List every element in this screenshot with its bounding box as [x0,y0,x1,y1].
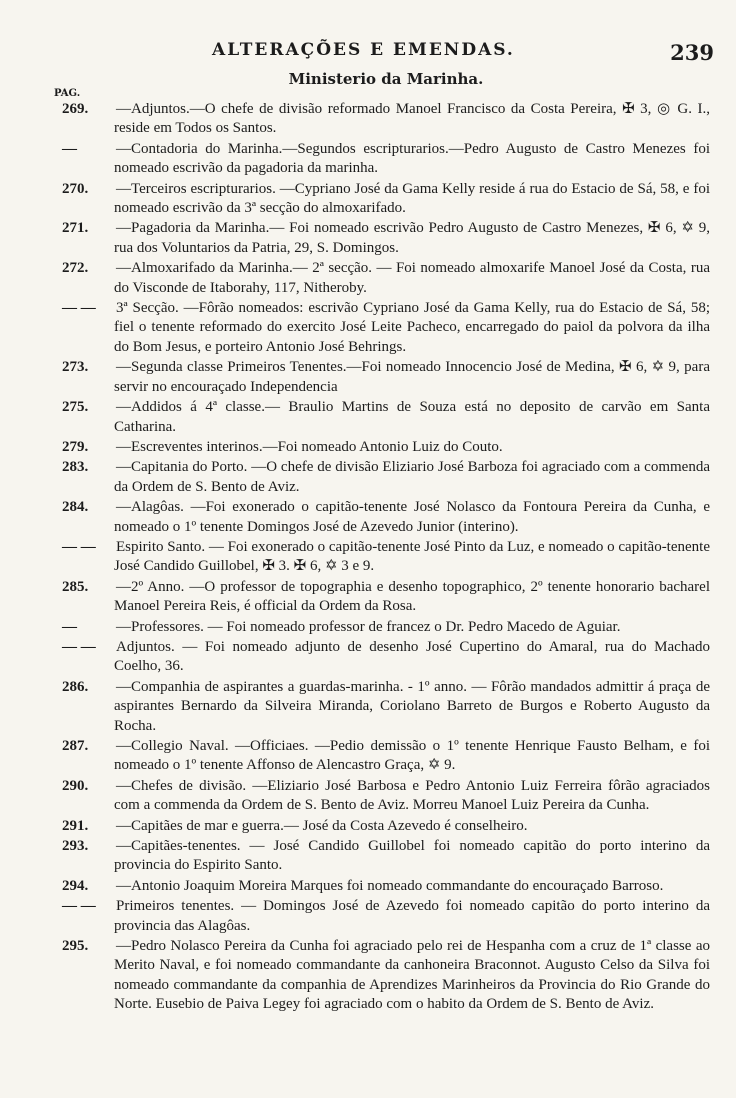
entry-reference: — — [62,638,96,655]
entry-text: —2º Anno. —O professor de topographia e desenho topographico, 2º tenente honorario bacharel Manoel Pereira Reis, é official da Ordem da Rosa. [114,578,710,615]
entry-text: —Addidos á 4ª classe.— Braulio Martins de Souza está no deposito de carvão em Santa Catharina. [114,399,710,435]
entry-text: —Adjuntos.—O chefe de divisão reformado Manoel Francisco da Costa Pereira, ✠ 3, ◎ G. I., reside em Todos os Santos. [114,101,710,137]
list-item [62,817,710,836]
entry-text: —Contadoria do Marinha.—Segundos escripturarios.—Pedro Augusto de Castro Menezes foi nomeado escrivão da pagadoria da marinha. [114,140,710,177]
entry-reference: 287. [62,738,89,754]
entry-reference: 275. [62,399,89,416]
entry-text: —Pedro Nolasco Pereira da Cunha foi agraciado pelo rei de Hespanha com a cruz de 1ª classe ao Merito Naval, e foi nomeado commandante da canhoneira Braconnot. Augusto Celso da Silva foi nomeado commandante da companhia de Aprendizes Marinheiros da Provincia do Rio Grande do Norte. Eusebio de Paiva Legey foi agraciado com o habito da Ordem de S. Bento de Aviz. [114,938,710,1013]
list-item [62,219,710,258]
entry-text: —Collegio Naval. —Officiaes. —Pedio demissão o 1º tenente Henrique Fausto Belham, e foi nomeado o 1º tenente Affonso de Alencastro Graça, ✡ 9. [114,738,710,774]
entry-text: —Segunda classe Primeiros Tenentes.—Foi nomeado Innocencio José de Medina, ✠ 6, ✡ 9, para servir no encouraçado Independencia [114,359,710,395]
entry-reference: — — [62,898,96,915]
entry-text: —Capitania do Porto. —O chefe de divisão Eliziario José Barboza foi agraciado com a commenda da Ordem de S. Bento de Aviz. [114,459,710,495]
entry-text: Espirito Santo. — Foi exonerado o capitão-tenente José Pinto da Luz, e nomeado o capitão-tenente José Candido Guillobel, ✠ 3. ✠ 6, ✡ 3 e 9. [114,538,710,575]
entry-reference: 286. [62,678,89,695]
entry-reference: 279. [62,438,89,455]
entry-text: Adjuntos. — Foi nomeado adjunto de desenho José Cupertino do Amaral, rua do Machado Coelho, 36. [114,638,710,675]
entry-text: —Escreventes interinos.—Foi nomeado Antonio Luiz do Couto. [116,438,503,455]
list-item [62,897,710,936]
entry-reference: — [62,618,77,635]
entry-reference: 295. [62,938,89,955]
list-item [62,259,710,298]
list-item [62,398,710,437]
list-item [62,299,710,357]
entry-text: 3ª Secção. —Fôrão nomeados: escrivão Cypriano José da Gama Kelly, rua do Estacio de Sá, 58; fiel o tenente reformado do exercito José Leite Pacheco, encarregado do paiol da polvora da ilha do Bom Jesus, e porteiro Antonio José Behrings. [114,300,710,355]
list-item [62,777,710,816]
entry-reference: — — [62,538,96,555]
list-item [62,678,710,736]
list-item [62,578,710,617]
list-item [62,837,710,876]
list-item [62,438,710,457]
entry-text: —Capitães-tenentes. — José Candido Guillobel foi nomeado capitão do porto interino da provincia do Espirito Santo. [114,838,710,874]
entry-text: —Capitães de mar e guerra.— José da Costa Azevedo é conselheiro. [116,817,528,834]
entry-reference: — — [62,300,96,317]
entry-reference: 291. [62,817,89,834]
list-item [62,180,710,219]
entry-reference: 273. [62,359,89,376]
entry-reference: 272. [62,260,89,277]
list-item [62,638,710,677]
list-item [62,737,710,776]
entry-text: —Companhia de aspirantes a guardas-marinha. - 1º anno. — Fôrão mandados admittir á praça de aspirantes Bernardo da Silveira Miranda, Coriolano Barreto de Burgos e Roberto Augusto da Rocha. [114,678,710,734]
entry-text: —Pagadoria da Marinha.— Foi nomeado escrivão Pedro Augusto de Castro Menezes, ✠ 6, ✡ 9, rua dos Voluntarios da Patria, 29, S. Domingos. [114,220,710,256]
entry-reference: — [62,140,77,157]
list-item [62,618,710,637]
pag-label: PAG. [54,88,81,99]
entry-reference: 285. [62,578,89,595]
entry-reference: 283. [62,459,89,476]
list-item [62,937,710,1015]
entry-reference: 270. [62,180,89,197]
entry-text: —Antonio Joaquim Moreira Marques foi nomeado commandante do encouraçado Barroso. [116,877,664,894]
entry-text: —Almoxarifado da Marinha.— 2ª secção. — Foi nomeado almoxarife Manoel José da Costa, rua do Visconde de Itaborahy, 117, Nitheroby. [114,260,710,296]
entry-reference: 269. [62,101,89,117]
page-header [62,0,714,65]
entry-reference: 293. [62,838,89,855]
entry-text: —Alagôas. —Foi exonerado o capitão-tenente José Nolasco da Fontoura Pereira da Cunha, e nomeado o 1º tenente Domingos José de Azevedo Junior (interino). [114,499,710,535]
entry-text: Primeiros tenentes. — Domingos José de Azevedo foi nomeado capitão do porto interino da provincia das Alagôas. [114,898,710,934]
entries-list [62,100,710,1015]
entry-reference: 294. [62,877,89,894]
list-item [62,498,710,537]
list-item [62,358,710,397]
entry-reference: 271. [62,220,89,237]
list-item [62,877,710,896]
running-title: ALTERAÇÕES E EMENDAS. [212,40,515,60]
page-number: 239 [670,40,714,65]
list-item [62,538,710,577]
entry-text: —Professores. — Foi nomeado professor de francez o Dr. Pedro Macedo de Aguiar. [116,618,621,635]
entry-text: —Terceiros escripturarios. —Cypriano José da Gama Kelly reside á rua do Estacio de Sá, 58, e foi nomeado escrivão da 3ª secção do almoxarifado. [114,180,710,217]
entry-reference: 284. [62,499,89,516]
list-item [62,458,710,497]
list-item [62,100,710,139]
entry-text: —Chefes de divisão. —Eliziario José Barbosa e Pedro Antonio Luiz Ferreira fôrão agraciados com a commenda da Ordem de S. Bento de Aviz. Morreu Manoel Luiz Pereira da Cunha. [114,777,710,814]
entry-reference: 290. [62,777,89,794]
list-item [62,140,710,179]
section-title: Ministerio da Marinha. [288,70,484,88]
